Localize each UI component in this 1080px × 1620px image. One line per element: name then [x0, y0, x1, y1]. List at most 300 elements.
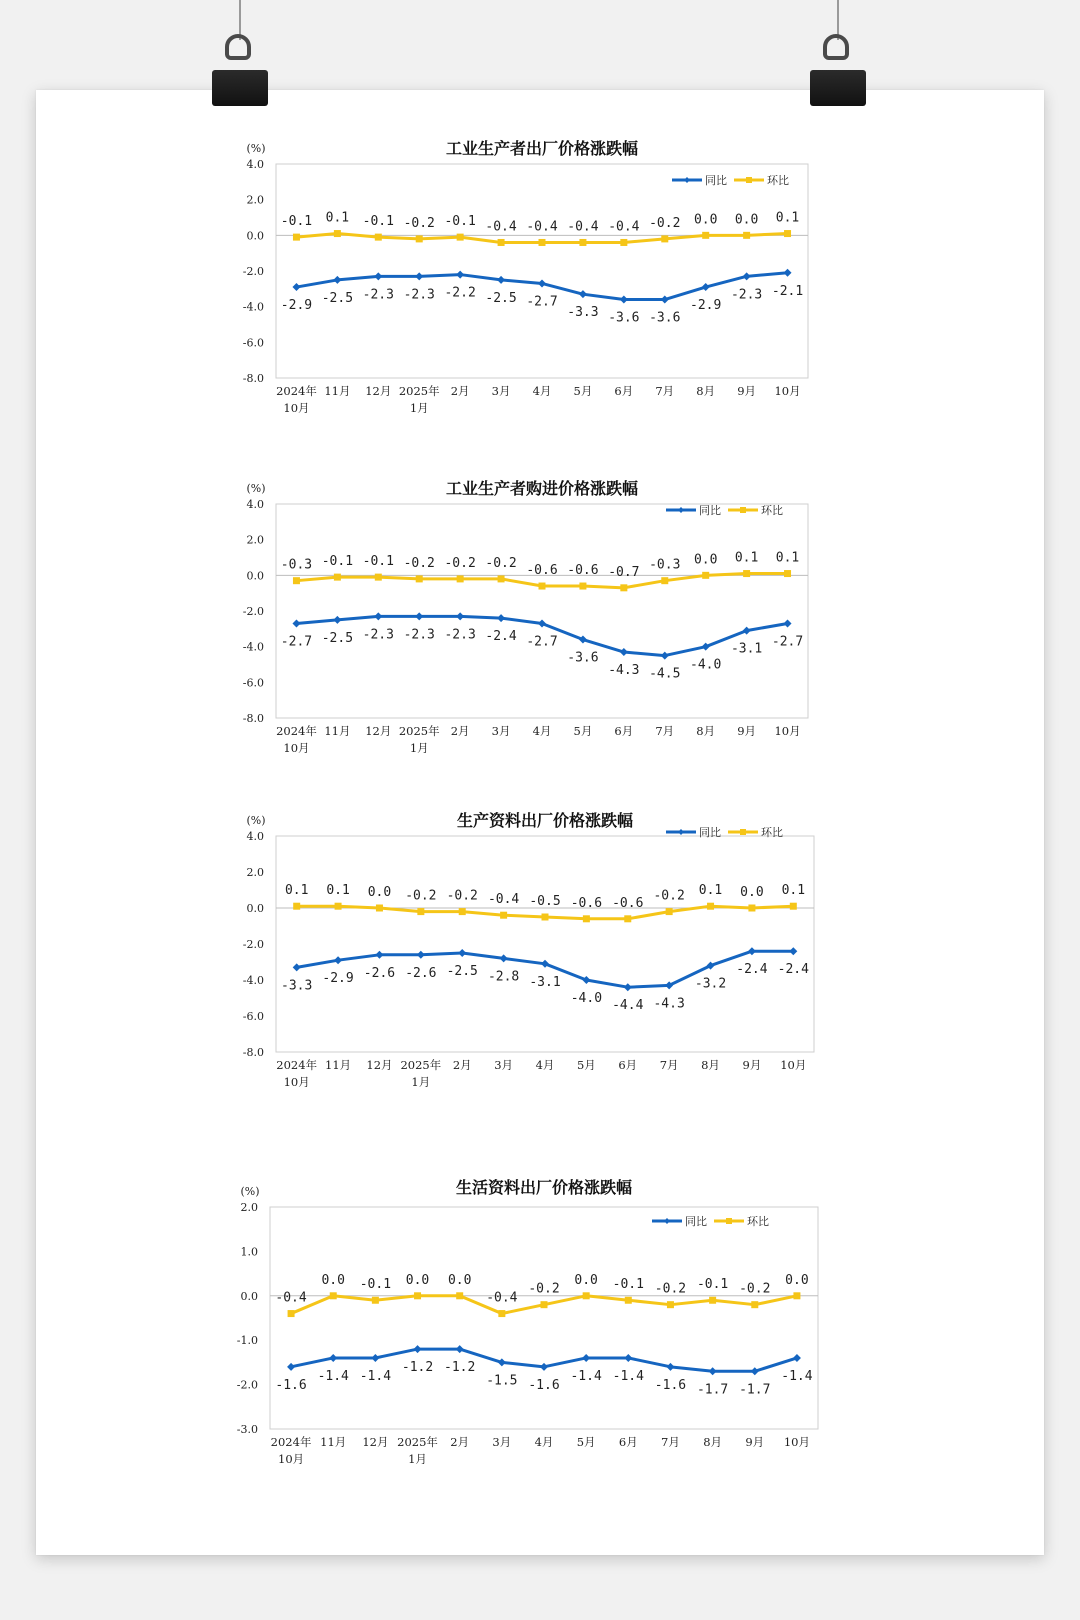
x-tick-label: 10月	[780, 1058, 807, 1072]
data-label: -2.1	[771, 283, 804, 299]
data-label: -2.6	[363, 965, 396, 981]
data-label: -2.7	[280, 634, 313, 650]
data-point	[784, 570, 791, 577]
data-label: -4.3	[653, 996, 685, 1012]
data-label: 0.1	[775, 210, 800, 226]
legend-label: 环比	[761, 504, 783, 517]
data-label: -0.1	[321, 554, 354, 570]
data-label: -1.4	[359, 1368, 392, 1384]
data-label: -4.5	[649, 666, 681, 682]
data-point	[371, 1354, 379, 1362]
data-point	[417, 908, 424, 915]
data-label: 0.0	[321, 1272, 345, 1288]
data-label: -0.1	[362, 554, 394, 570]
data-point	[743, 232, 750, 239]
data-point	[582, 1354, 590, 1362]
data-point	[702, 572, 709, 579]
data-label: -2.3	[730, 287, 763, 303]
data-point	[292, 283, 300, 291]
legend-label: 同比	[705, 174, 727, 187]
data-label: -0.1	[280, 214, 313, 230]
data-label: -3.6	[608, 310, 640, 326]
data-label: -2.7	[526, 634, 558, 650]
data-label: -0.2	[446, 888, 478, 904]
data-point	[743, 627, 751, 635]
data-point	[542, 914, 549, 921]
data-point	[498, 239, 505, 246]
data-point	[743, 570, 750, 577]
data-point	[661, 296, 669, 304]
data-point	[784, 230, 791, 237]
data-point	[579, 583, 586, 590]
x-tick-label: 6月	[614, 384, 634, 398]
x-tick-label: 12月	[362, 1435, 389, 1449]
data-point	[784, 619, 792, 627]
x-tick-label: 10月	[283, 1075, 310, 1089]
data-point	[702, 283, 710, 291]
data-point	[625, 1297, 632, 1304]
data-label: 0.1	[698, 883, 723, 899]
binder-clip-left	[210, 0, 270, 108]
data-label: -0.2	[528, 1281, 560, 1297]
data-label: -0.2	[444, 555, 476, 571]
data-point	[541, 960, 549, 968]
y-tick-label: -6.0	[242, 336, 264, 350]
y-unit-label: (%)	[246, 814, 266, 827]
y-unit-label: (%)	[246, 482, 266, 495]
data-point	[743, 272, 751, 280]
data-point	[667, 1301, 674, 1308]
data-point	[375, 951, 383, 959]
data-point	[375, 234, 382, 241]
x-tick-label: 2月	[452, 1058, 472, 1072]
data-point	[539, 583, 546, 590]
data-label: 0.0	[740, 885, 764, 900]
y-tick-label: 4.0	[246, 158, 264, 171]
y-tick-label: 2.0	[240, 1201, 258, 1214]
x-tick-label: 7月	[655, 724, 675, 738]
data-label: -3.2	[694, 976, 727, 992]
data-point	[292, 619, 300, 627]
data-point	[334, 574, 341, 581]
data-point	[293, 903, 300, 910]
x-tick-label: 11月	[324, 724, 351, 738]
data-point	[415, 272, 423, 280]
data-point	[583, 915, 590, 922]
y-tick-label: -4.0	[242, 974, 264, 987]
data-point	[457, 575, 464, 582]
chart-consumer-goods	[224, 1177, 850, 1487]
x-tick-label: 8月	[696, 724, 716, 738]
x-tick-label: 10月	[283, 741, 310, 755]
data-point	[416, 235, 423, 242]
data-point	[330, 1292, 337, 1299]
y-tick-label: -6.0	[242, 676, 264, 690]
data-point	[709, 1367, 717, 1375]
data-point	[707, 903, 714, 910]
plot-area	[276, 164, 808, 378]
data-label: -0.6	[570, 895, 603, 911]
x-tick-label: 8月	[696, 384, 716, 398]
legend-label: 环比	[761, 826, 783, 839]
y-tick-label: 0.0	[246, 902, 264, 915]
data-label: -2.5	[485, 290, 517, 306]
data-point	[541, 1301, 548, 1308]
legend-label: 同比	[699, 504, 721, 517]
legend-marker	[678, 507, 684, 513]
data-label: -0.2	[649, 215, 681, 231]
data-point	[372, 1297, 379, 1304]
data-point	[500, 954, 508, 962]
data-point	[288, 1310, 295, 1317]
data-label: -2.7	[526, 294, 558, 310]
data-label: -2.8	[487, 969, 520, 985]
chart-title: 工业生产者购进价格涨跌幅	[445, 479, 639, 498]
data-label: -3.6	[567, 650, 599, 666]
x-tick-label: 9月	[742, 1058, 762, 1072]
data-point	[500, 912, 507, 919]
data-label: -3.3	[567, 305, 599, 321]
x-tick-label: 1月	[408, 1452, 427, 1466]
x-tick-label: 9月	[737, 724, 757, 738]
data-point	[751, 1367, 759, 1375]
data-point	[459, 908, 466, 915]
data-point	[287, 1363, 295, 1371]
legend-label: 同比	[685, 1215, 707, 1228]
x-tick-label: 2025年	[398, 724, 440, 738]
data-label: -0.2	[654, 1281, 687, 1297]
data-label: -2.3	[403, 287, 435, 303]
data-label: 0.0	[447, 1272, 472, 1288]
data-label: -2.4	[736, 962, 768, 978]
x-tick-label: 6月	[618, 1058, 638, 1072]
data-point	[793, 1354, 801, 1362]
x-tick-label: 12月	[366, 1058, 393, 1072]
binder-clip-right	[808, 0, 868, 108]
data-label: -2.4	[485, 629, 517, 645]
data-label: -0.2	[653, 888, 685, 904]
y-tick-label: -2.0	[236, 1378, 258, 1392]
data-point	[789, 947, 797, 955]
data-point	[376, 905, 383, 912]
y-tick-label: 2.0	[246, 866, 264, 879]
x-tick-label: 5月	[573, 724, 593, 738]
data-point	[335, 903, 342, 910]
x-tick-label: 9月	[737, 384, 757, 398]
data-label: -0.5	[529, 894, 561, 909]
data-point	[709, 1297, 716, 1304]
x-tick-label: 10月	[278, 1452, 305, 1466]
legend-marker	[726, 1218, 732, 1224]
y-tick-label: 1.0	[240, 1245, 258, 1259]
data-point	[790, 903, 797, 910]
data-label: -3.1	[730, 641, 763, 657]
data-label: 0.0	[367, 885, 392, 900]
data-point	[539, 239, 546, 246]
data-label: -2.4	[777, 962, 809, 978]
y-tick-label: 0.0	[240, 1289, 258, 1303]
data-label: -0.1	[612, 1277, 644, 1293]
data-point	[666, 908, 673, 915]
data-label: -0.4	[608, 219, 640, 235]
data-label: -1.5	[486, 1373, 518, 1389]
data-label: -0.6	[612, 895, 644, 911]
data-point	[375, 574, 382, 581]
data-label: -4.0	[690, 657, 722, 673]
data-point	[540, 1363, 548, 1371]
data-label: -2.5	[321, 630, 354, 646]
data-point	[748, 947, 756, 955]
data-point	[624, 983, 632, 991]
data-label: -3.1	[529, 974, 561, 990]
data-label: -0.2	[403, 555, 435, 571]
data-label: 0.0	[734, 212, 759, 228]
x-tick-label: 3月	[494, 1058, 514, 1072]
chart-title: 生产资料出厂价格涨跌幅	[456, 811, 634, 830]
data-label: 0.0	[574, 1272, 598, 1288]
chart-title: 工业生产者出厂价格涨跌幅	[445, 139, 639, 158]
x-tick-label: 2024年	[276, 1058, 318, 1072]
data-label: 0.1	[775, 550, 800, 566]
data-point	[751, 1301, 758, 1308]
data-label: -2.9	[322, 971, 354, 987]
x-tick-label: 1月	[409, 401, 429, 415]
data-label: -0.7	[608, 564, 640, 580]
plot-area	[276, 504, 808, 718]
data-label: -0.2	[405, 888, 437, 904]
data-point	[456, 1345, 464, 1353]
y-unit-label: (%)	[240, 1185, 260, 1198]
x-tick-label: 10月	[774, 724, 801, 738]
x-tick-label: 4月	[532, 724, 552, 738]
data-point	[457, 234, 464, 241]
x-tick-label: 11月	[320, 1435, 347, 1449]
data-label: -0.2	[403, 215, 435, 231]
data-point	[784, 269, 792, 277]
data-label: -2.3	[362, 627, 394, 643]
legend-marker	[678, 829, 684, 835]
y-tick-label: -2.0	[242, 938, 264, 951]
data-point	[416, 575, 423, 582]
data-point	[498, 1358, 506, 1366]
data-label: -0.4	[275, 1290, 307, 1306]
data-label: -0.4	[526, 219, 558, 235]
data-point	[583, 1292, 590, 1299]
x-tick-label: 2025年	[400, 1058, 442, 1072]
data-point	[702, 232, 709, 239]
x-tick-label: 10月	[774, 384, 801, 398]
data-label: -0.3	[280, 557, 313, 573]
y-tick-label: -1.0	[236, 1334, 258, 1348]
x-tick-label: 5月	[576, 1435, 596, 1449]
chart-ppi-purchase	[230, 478, 850, 768]
data-label: -2.9	[690, 298, 722, 314]
data-point	[293, 963, 301, 971]
chart-means-of-production	[230, 810, 850, 1100]
x-tick-label: 4月	[535, 1058, 555, 1072]
x-tick-label: 7月	[655, 384, 675, 398]
data-label: -0.4	[486, 1290, 518, 1306]
data-label: -1.7	[739, 1382, 771, 1398]
y-tick-label: 0.0	[246, 229, 264, 243]
data-point	[333, 616, 341, 624]
data-label: -3.3	[281, 978, 313, 994]
x-tick-label: 9月	[745, 1435, 765, 1449]
legend-label: 同比	[699, 826, 721, 839]
data-label: -1.6	[275, 1377, 307, 1393]
legend-marker	[740, 507, 746, 513]
x-tick-label: 10月	[783, 1435, 810, 1449]
x-tick-label: 10月	[283, 401, 310, 415]
data-point	[498, 1310, 505, 1317]
data-label: -2.9	[280, 298, 313, 314]
y-tick-label: -2.0	[242, 605, 264, 618]
y-tick-label: -6.0	[242, 1010, 264, 1023]
data-point	[666, 1363, 674, 1371]
chart-title: 生活资料出厂价格涨跌幅	[455, 1178, 633, 1197]
data-label: 0.0	[693, 212, 718, 228]
plot-area	[276, 836, 814, 1052]
data-point	[579, 239, 586, 246]
data-label: -1.2	[401, 1360, 434, 1376]
x-tick-label: 2月	[450, 724, 470, 738]
x-tick-label: 8月	[701, 1058, 720, 1072]
x-tick-label: 1月	[409, 741, 429, 755]
data-point	[538, 619, 546, 627]
y-tick-label: 0.0	[246, 569, 264, 583]
data-point	[538, 279, 546, 287]
data-label: -1.4	[570, 1368, 602, 1384]
data-point	[579, 636, 587, 644]
y-tick-label: 2.0	[246, 193, 264, 207]
data-label: -0.1	[444, 214, 476, 230]
data-label: -2.5	[321, 290, 354, 306]
y-tick-label: 2.0	[246, 533, 264, 547]
legend-marker	[746, 177, 752, 183]
x-tick-label: 4月	[532, 384, 552, 398]
x-tick-label: 6月	[614, 724, 634, 738]
x-tick-label: 2025年	[398, 384, 440, 398]
data-label: -1.6	[654, 1377, 687, 1393]
data-label: -0.4	[487, 892, 520, 908]
data-point	[414, 1345, 422, 1353]
data-label: -0.4	[567, 219, 599, 235]
data-point	[793, 1292, 800, 1299]
data-point	[414, 1292, 421, 1299]
x-tick-label: 11月	[325, 1058, 352, 1072]
x-tick-label: 2025年	[397, 1435, 438, 1449]
y-unit-label: (%)	[246, 142, 266, 155]
x-tick-label: 7月	[659, 1058, 679, 1072]
y-tick-label: -4.0	[242, 300, 264, 314]
data-point	[293, 577, 300, 584]
data-label: 0.0	[693, 552, 718, 568]
x-tick-label: 6月	[618, 1435, 638, 1449]
data-label: -0.3	[649, 557, 681, 573]
data-label: -0.6	[526, 563, 558, 579]
data-label: 0.0	[405, 1272, 430, 1288]
data-label: -0.1	[359, 1277, 392, 1293]
x-tick-label: 2024年	[276, 724, 317, 738]
x-tick-label: 4月	[534, 1435, 554, 1449]
x-tick-label: 7月	[661, 1435, 680, 1449]
data-point	[620, 296, 628, 304]
data-label: -0.1	[696, 1277, 729, 1293]
data-point	[661, 577, 668, 584]
data-point	[748, 905, 755, 912]
data-point	[334, 230, 341, 237]
data-label: -4.3	[608, 663, 640, 679]
data-point	[702, 643, 710, 651]
data-label: -4.4	[612, 998, 644, 1014]
data-point	[661, 235, 668, 242]
data-point	[579, 290, 587, 298]
data-point	[293, 234, 300, 241]
data-label: 0.1	[326, 883, 350, 899]
data-point	[374, 272, 382, 280]
x-tick-label: 2024年	[276, 384, 317, 398]
data-point	[620, 648, 628, 656]
data-label: 0.1	[325, 210, 350, 226]
y-tick-label: -8.0	[242, 712, 264, 725]
plot-area	[270, 1207, 818, 1429]
y-tick-label: -8.0	[242, 372, 264, 385]
data-point	[415, 612, 423, 620]
data-label: -2.3	[444, 627, 476, 643]
data-point	[624, 915, 631, 922]
x-tick-label: 3月	[491, 384, 511, 398]
data-point	[374, 612, 382, 620]
data-label: -1.4	[781, 1368, 813, 1384]
data-label: -0.1	[362, 214, 394, 230]
data-point	[456, 271, 464, 279]
x-tick-label: 1月	[411, 1075, 431, 1089]
data-label: -1.6	[528, 1377, 560, 1393]
data-point	[497, 614, 505, 622]
y-tick-label: 4.0	[246, 830, 264, 843]
data-point	[334, 956, 342, 964]
x-tick-label: 11月	[324, 384, 351, 398]
x-tick-label: 12月	[365, 384, 392, 398]
chart-ppi-output	[230, 138, 850, 428]
x-tick-label: 5月	[576, 1058, 596, 1072]
data-point	[456, 1292, 463, 1299]
x-tick-label: 3月	[492, 1435, 512, 1449]
legend-label: 环比	[747, 1215, 769, 1228]
data-label: -4.0	[570, 991, 603, 1006]
y-tick-label: -8.0	[242, 1046, 264, 1059]
data-label: -0.2	[739, 1281, 771, 1297]
data-label: -1.7	[696, 1382, 729, 1398]
data-label: -0.4	[485, 219, 517, 235]
x-tick-label: 2024年	[270, 1435, 312, 1449]
legend-marker	[664, 1218, 670, 1224]
data-label: 0.0	[785, 1272, 809, 1288]
y-tick-label: -4.0	[242, 640, 264, 654]
y-tick-label: 4.0	[246, 498, 264, 511]
data-label: -2.7	[771, 634, 804, 650]
x-tick-label: 2月	[450, 1435, 470, 1449]
data-label: -0.6	[567, 563, 599, 579]
x-tick-label: 3月	[491, 724, 511, 738]
legend-label: 环比	[767, 174, 789, 187]
data-point	[582, 976, 590, 984]
data-point	[620, 239, 627, 246]
data-label: -2.3	[403, 627, 435, 643]
data-point	[661, 652, 669, 660]
x-tick-label: 8月	[703, 1435, 723, 1449]
data-label: -1.2	[444, 1360, 476, 1376]
